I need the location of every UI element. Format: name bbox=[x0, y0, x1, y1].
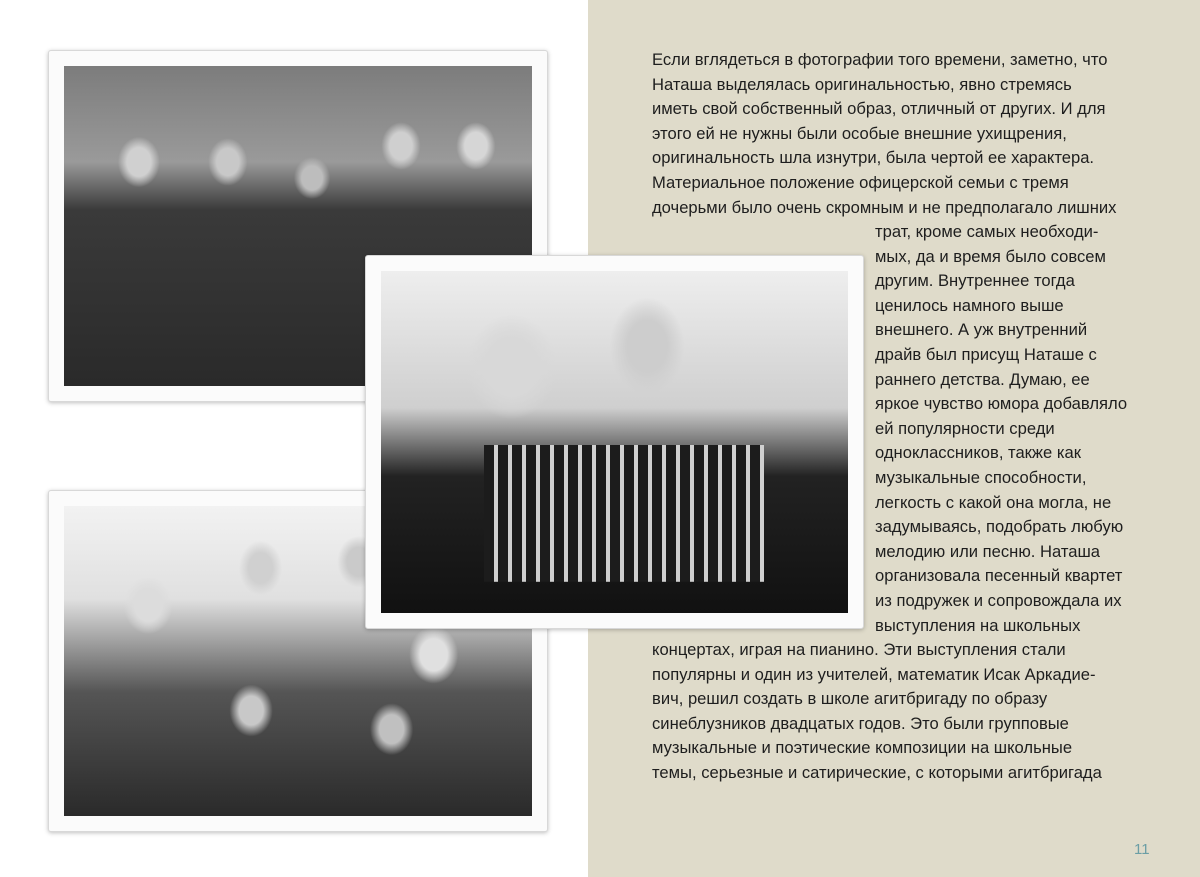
text-line: концертах, играя на пианино. Эти выступления стали bbox=[652, 640, 1066, 659]
photo-two-girls bbox=[365, 255, 864, 629]
text-line: легкость с какой она могла, не bbox=[875, 492, 1112, 512]
text-line: оригинальность шла изнутри, была чертой ее характера. bbox=[652, 148, 1095, 168]
text-line: организовала песенный квартет bbox=[875, 566, 1123, 586]
text-line: мелодию или песню. Наташа bbox=[875, 541, 1101, 561]
text-line: задумываясь, подобрать любую bbox=[875, 517, 1124, 537]
text-line: другим. Внутреннее тогда bbox=[875, 271, 1075, 291]
page-number: 11 bbox=[1134, 841, 1150, 858]
text-line: синеблузников двадцатых годов. Это были групповые bbox=[652, 713, 1069, 733]
text-line: драйв был присущ Наташе с bbox=[875, 344, 1097, 364]
text-line: музыкальные и поэтические композиции на школьные bbox=[652, 738, 1073, 758]
text-line: вич, решил создать в школе агитбригаду по образу bbox=[652, 689, 1048, 709]
text-line: этого ей не нужны были особые внешние ухищрения, bbox=[652, 123, 1067, 143]
text-line: темы, серьезные и сатирические, с которыми агитбригада bbox=[652, 762, 1102, 782]
text-line: мых, да и время было совсем bbox=[875, 246, 1106, 266]
text-line: раннего детства. Думаю, ее bbox=[875, 369, 1090, 389]
text-line: ценилось намного выше bbox=[875, 295, 1064, 315]
text-line: музыкальные способности, bbox=[875, 467, 1087, 487]
body-text-wrapped bbox=[875, 220, 1127, 638]
text-line: иметь свой собственный образ, отличный от других. И для bbox=[652, 99, 1106, 119]
text-line: одноклассников, также как bbox=[875, 443, 1081, 463]
body-text-bottom bbox=[652, 638, 1102, 786]
text-line: выступления на школьных bbox=[875, 615, 1081, 635]
text-line: дочерьми было очень скромным и не предполагало лишних bbox=[652, 197, 1117, 217]
text-line: из подружек и сопровождала их bbox=[875, 590, 1122, 610]
text-line: яркое чувство юмора добавляло bbox=[875, 394, 1128, 414]
text-line: внешнего. А уж внутренний bbox=[875, 320, 1088, 340]
text-line: популярны и один из учителей, математик Исак Аркадие- bbox=[652, 664, 1096, 684]
text-line: трат, кроме самых необходи- bbox=[875, 222, 1099, 241]
text-line: ей популярности среди bbox=[875, 418, 1055, 438]
text-line: Материальное положение офицерской семьи с тремя bbox=[652, 172, 1069, 192]
photo-image bbox=[381, 271, 848, 613]
text-line: Если вглядеться в фотографии того времени, заметно, что bbox=[652, 50, 1108, 69]
body-text-top bbox=[652, 48, 1116, 220]
text-line: Наташа выделялась оригинальностью, явно стремясь bbox=[652, 74, 1072, 94]
